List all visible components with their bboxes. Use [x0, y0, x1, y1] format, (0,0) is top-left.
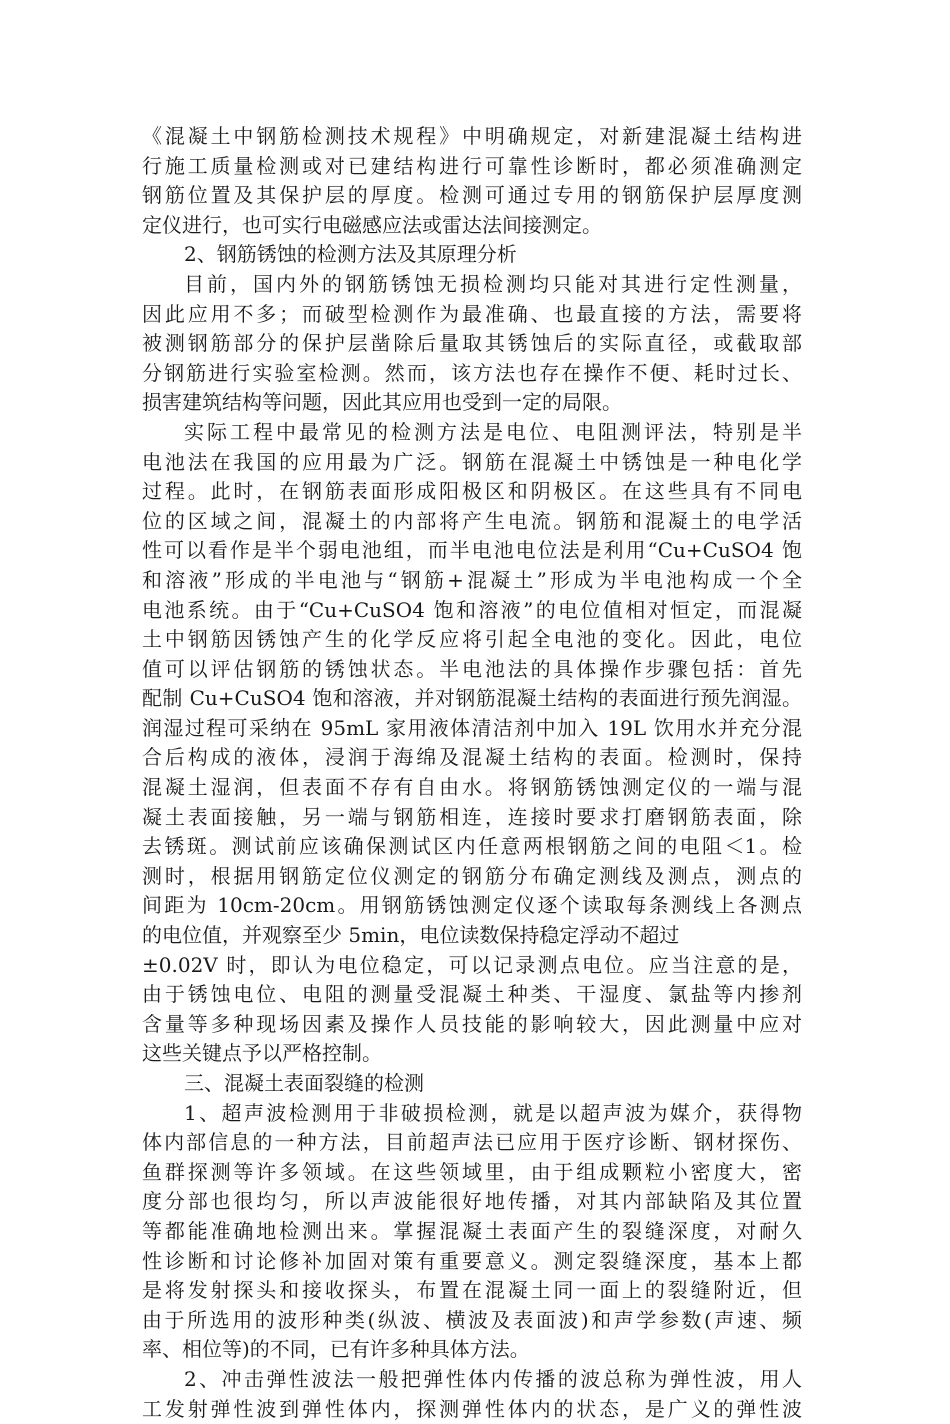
paragraph-line: 值可以评估钢筋的锈蚀状态。半电池法的具体操作步骤包括：首先 — [142, 656, 802, 681]
paragraph-line: 因此应用不多；而破型检测作为最准确、也最直接的方法，需要将 — [142, 301, 802, 326]
paragraph-line: 体内部信息的一种方法，目前超声法已应用于医疗诊断、钢材探伤、 — [142, 1130, 802, 1155]
paragraph-line: 是将发射探头和接收探头，布置在混凝土同一面上的裂缝附近，但 — [142, 1278, 802, 1303]
paragraph-line: 被测钢筋部分的保护层凿除后量取其锈蚀后的实际直径，或截取部 — [142, 331, 802, 356]
paragraph-line: 间距为 10cm-20cm。用钢筋锈蚀测定仪逐个读取每条测线上各测点 — [142, 893, 802, 918]
paragraph-line: 和溶液”形成的半电池与“钢筋+混凝土”形成为半电池构成一个全 — [142, 567, 802, 592]
paragraph-line: 性诊断和讨论修补加固对策有重要意义。测定裂缝深度，基本上都 — [142, 1248, 802, 1273]
paragraph-line: 混凝土湿润，但表面不存有自由水。将钢筋锈蚀测定仪的一端与混 — [142, 775, 802, 800]
paragraph-line: 由于所选用的波形种类(纵波、横波及表面波)和声学参数(声速、频 — [142, 1307, 802, 1332]
paragraph-first-line: 三、混凝土表面裂缝的检测 — [184, 1071, 424, 1095]
paragraph-line: 定仪进行，也可实行电磁感应法或雷达法间接测定。 — [142, 212, 602, 237]
paragraph-line: 凝土表面接触，另一端与钢筋相连，连接时要求打磨钢筋表面，除 — [142, 804, 802, 829]
paragraph-line: 润湿过程可采纳在 95mL 家用液体清洁剂中加入 19L 饮用水并充分混 — [142, 715, 802, 740]
paragraph-line: 电池法在我国的应用最为广泛。钢筋在混凝土中锈蚀是一种电化学 — [142, 449, 802, 474]
paragraph-line: 度分部也很均匀，所以声波能很好地传播，对其内部缺陷及其位置 — [142, 1189, 802, 1214]
paragraph-line: 测时，根据用钢筋定位仪测定的钢筋分布确定测线及测点，测点的 — [142, 863, 802, 888]
paragraph-line: 等都能准确地检测出来。掌握混凝土表面产生的裂缝深度，对耐久 — [142, 1218, 802, 1243]
body-text — [142, 122, 802, 1424]
paragraph-line: 鱼群探测等许多领域。在这些领域里，由于组成颗粒小密度大，密 — [142, 1159, 802, 1184]
paragraph-first-line: 1、超声波检测用于非破损检测，就是以超声波为媒介，获得物 — [184, 1100, 802, 1125]
paragraph-line: 位的区域之间，混凝土的内部将产生电流。钢筋和混凝土的电学活 — [142, 508, 802, 533]
paragraph-line: ±0.02V 时，即认为电位稳定，可以记录测点电位。应当注意的是， — [142, 952, 802, 977]
paragraph-first-line: 实际工程中最常见的检测方法是电位、电阻测评法，特别是半 — [184, 419, 802, 444]
paragraph-line: 含量等多种现场因素及操作人员技能的影响较大，因此测量中应对 — [142, 1011, 802, 1036]
paragraph-line: 这些关键点予以严格控制。 — [142, 1041, 382, 1066]
paragraph-line: 《混凝土中钢筋检测技术规程》中明确规定，对新建混凝土结构进 — [142, 124, 802, 148]
paragraph-line: 过程。此时，在钢筋表面形成阳极区和阴极区。在这些具有不同电 — [142, 479, 802, 504]
paragraph-line: 分钢筋进行实验室检测。然而，该方法也存在操作不便、耗时过长、 — [142, 360, 802, 385]
paragraph-line: 合后构成的液体，浸润于海绵及混凝土结构的表面。检测时，保持 — [142, 745, 802, 770]
paragraph-line: 率、相位等)的不同，已有许多种具体方法。 — [142, 1337, 530, 1362]
paragraph-line: 性可以看作是半个弱电池组，而半电池电位法是利用“Cu+CuSO4 饱 — [142, 538, 802, 563]
paragraph-first-line: 目前，国内外的钢筋锈蚀无损检测均只能对其进行定性测量， — [184, 271, 802, 296]
paragraph-line: 行施工质量检测或对已建结构进行可靠性诊断时，都必须准确测定 — [142, 153, 802, 178]
paragraph-first-line: 2、冲击弹性波法一般把弹性体内传播的波总称为弹性波，用人 — [184, 1366, 802, 1391]
paragraph-line: 由于锈蚀电位、电阻的测量受混凝土种类、干湿度、氯盐等内掺剂 — [142, 982, 802, 1007]
paragraph-line: 的电位值，并观察至少 5min，电位读数保持稳定浮动不超过 — [142, 923, 680, 948]
paragraph-line: 配制 Cu+CuSO4 饱和溶液，并对钢筋混凝土结构的表面进行预先润湿。 — [142, 686, 802, 711]
paragraph-first-line: 2、钢筋锈蚀的检测方法及其原理分析 — [184, 242, 517, 267]
paragraph-line: 损害建筑结构等问题，因此其应用也受到一定的局限。 — [142, 390, 622, 415]
paragraph-line: 工发射弹性波到弹性体内，探测弹性体内的状态，是广义的弹性波 — [142, 1396, 802, 1421]
paragraph-line: 电池系统。由于“Cu+CuSO4 饱和溶液”的电位值相对恒定，而混凝 — [142, 597, 802, 622]
paragraph-line: 钢筋位置及其保护层的厚度。检测可通过专用的钢筋保护层厚度测 — [142, 183, 802, 208]
paragraph-line: 土中钢筋因锈蚀产生的化学反应将引起全电池的变化。因此，电位 — [142, 627, 802, 652]
paragraph-line: 去锈斑。测试前应该确保测试区内任意两根钢筋之间的电阻＜1。检 — [142, 834, 802, 859]
